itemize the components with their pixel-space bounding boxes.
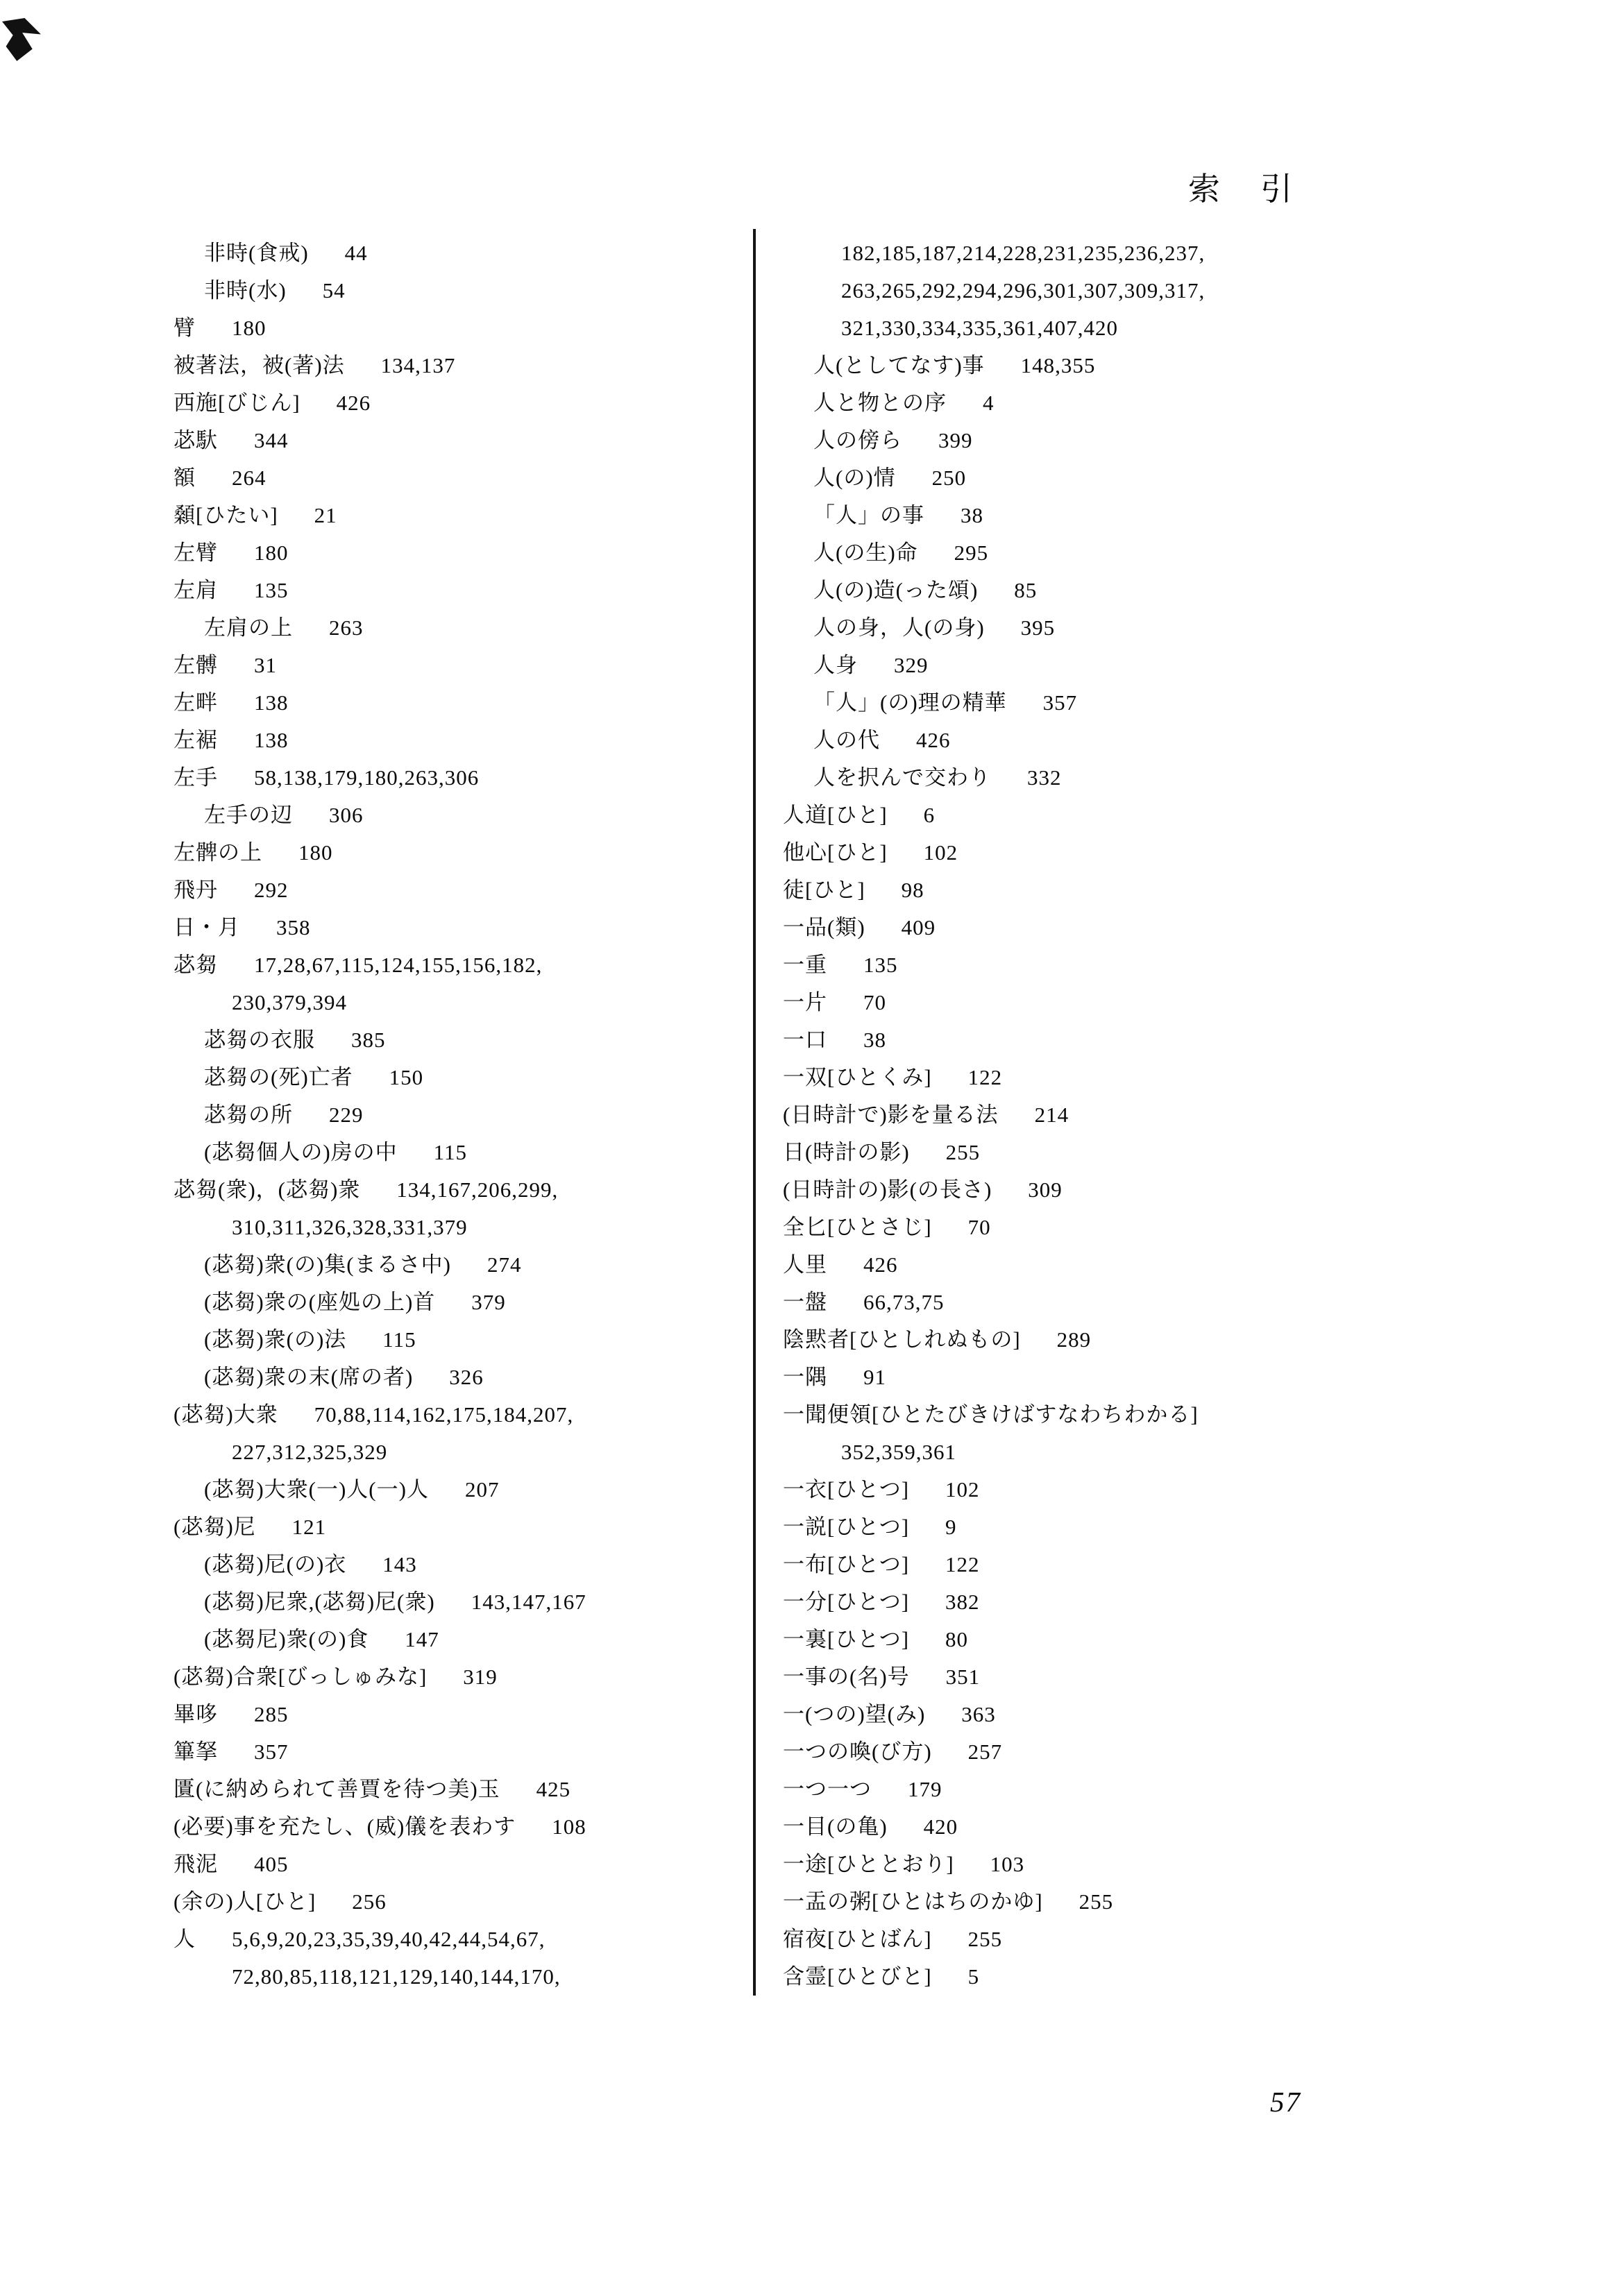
- entry-term: 一途[ひととおり]: [783, 1852, 954, 1876]
- entry-term: 苾芻の(死)亡者: [204, 1065, 353, 1089]
- index-entry: [174, 1696, 763, 1733]
- index-entry: [783, 1846, 1609, 1883]
- entry-term: (苾芻)衆の(座処の上)首: [204, 1290, 436, 1314]
- entry-term: 全匕[ひとさじ]: [783, 1215, 932, 1239]
- entry-page-numbers: 285: [254, 1702, 289, 1726]
- entry-term: 人(としてなす)事: [813, 353, 985, 377]
- entry-page-numbers: 379: [471, 1290, 506, 1314]
- entry-term: 一衣[ひとつ]: [783, 1477, 910, 1502]
- entry-term: 飛丹: [174, 878, 218, 902]
- index-entry: [174, 534, 763, 572]
- entry-term: 左手の辺: [204, 803, 293, 827]
- entry-term: (苾芻)衆(の)集(まるさ中): [204, 1252, 451, 1277]
- entry-page-numbers: 255: [1079, 1889, 1114, 1914]
- entry-page-numbers: 102: [945, 1477, 980, 1502]
- index-entry: [174, 235, 763, 272]
- entry-page-numbers: 180: [254, 541, 289, 565]
- index-entry: [174, 1471, 763, 1508]
- entry-term: (苾芻)尼衆,(苾芻)尼(衆): [204, 1590, 435, 1614]
- entry-page-numbers: 309: [1028, 1177, 1063, 1202]
- index-entry: [174, 1434, 763, 1471]
- entry-page-numbers: 80: [945, 1627, 969, 1651]
- index-entry: [783, 1171, 1609, 1209]
- entry-page-numbers: 319: [463, 1665, 498, 1689]
- index-entry: [783, 609, 1609, 647]
- entry-term: 畢哆: [174, 1702, 218, 1726]
- entry-term: (日時計の)影(の長さ): [783, 1177, 992, 1202]
- entry-page-numbers: 344: [254, 428, 289, 452]
- entry-term: 人(の)情: [813, 466, 896, 490]
- index-entry: [174, 871, 763, 909]
- entry-term: (苾芻個人の)房の中: [204, 1140, 398, 1164]
- entry-term: 人身: [813, 653, 858, 677]
- index-entry: [783, 722, 1609, 759]
- entry-page-numbers: 289: [1056, 1327, 1092, 1352]
- entry-term: 左肩の上: [204, 615, 293, 640]
- index-entry: [783, 497, 1609, 534]
- entry-term: (必要)事を充たし、(威)儀を表わす: [174, 1814, 516, 1839]
- entry-page-numbers: 134,167,206,299,: [396, 1177, 559, 1202]
- index-entry: [783, 909, 1609, 946]
- index-entry: [174, 722, 763, 759]
- entry-term: 一重: [783, 953, 827, 977]
- index-entry: [174, 1284, 763, 1321]
- entry-page-numbers: 143,147,167: [471, 1590, 586, 1614]
- entry-term: 一裏[ひとつ]: [783, 1627, 910, 1651]
- index-entry: [783, 572, 1609, 609]
- index-entry: [174, 1808, 763, 1846]
- index-entry: [783, 1021, 1609, 1059]
- entry-page-numbers: 357: [254, 1740, 289, 1764]
- entry-page-numbers: 54: [322, 278, 346, 303]
- entry-page-numbers: 255: [945, 1140, 981, 1164]
- entry-term: (苾芻)尼(の)衣: [204, 1552, 347, 1576]
- entry-page-numbers: 420: [923, 1814, 958, 1839]
- index-entry: [783, 1583, 1609, 1621]
- entry-term: 左裾: [174, 728, 218, 752]
- entry-page-numbers: 180: [298, 840, 333, 865]
- entry-term: 人里: [783, 1252, 827, 1277]
- entry-term: 苾芻(衆)，(苾芻)衆: [174, 1177, 361, 1202]
- index-entry: [174, 1134, 763, 1171]
- entry-page-numbers: 122: [967, 1065, 1003, 1089]
- entry-page-numbers: 352,359,361: [841, 1440, 956, 1464]
- entry-page-numbers: 121: [291, 1515, 327, 1539]
- entry-page-numbers: 426: [916, 728, 951, 752]
- entry-page-numbers: 66,73,75: [863, 1290, 945, 1314]
- index-entry: [174, 1321, 763, 1359]
- entry-page-numbers: 399: [938, 428, 973, 452]
- entry-page-numbers: 143: [382, 1552, 417, 1576]
- entry-term: 人(の生)命: [813, 541, 918, 565]
- entry-page-numbers: 4: [983, 391, 995, 415]
- ink-mark: [2, 18, 41, 61]
- page-title: [1188, 172, 1292, 207]
- entry-page-numbers: 250: [931, 466, 967, 490]
- index-entry: [783, 1396, 1609, 1434]
- entry-page-numbers: 135: [254, 578, 289, 602]
- index-entry: [174, 347, 763, 384]
- index-entry: [783, 422, 1609, 459]
- entry-page-numbers: 135: [863, 953, 898, 977]
- entry-page-numbers: 321,330,334,335,361,407,420: [841, 316, 1118, 340]
- entry-page-numbers: 409: [901, 915, 936, 939]
- entry-page-numbers: 98: [901, 878, 924, 902]
- entry-term: 苾馱: [174, 428, 218, 452]
- entry-term: 人(の)造(った頌): [813, 578, 979, 602]
- entry-term: 一片: [783, 990, 827, 1014]
- index-entry: [783, 235, 1609, 272]
- index-entry: [783, 1921, 1609, 1958]
- entry-term: 苾芻: [174, 953, 218, 977]
- entry-page-numbers: 9: [945, 1515, 957, 1539]
- index-entry: [783, 1621, 1609, 1658]
- entry-term: 「人」(の)理の精華: [813, 690, 1007, 715]
- entry-term: (苾芻)大衆(一)人(一)人: [204, 1477, 429, 1502]
- entry-term: 含霊[ひとびと]: [783, 1964, 932, 1989]
- entry-term: 人の傍ら: [813, 428, 902, 452]
- entry-term: 徒[ひと]: [783, 878, 865, 902]
- entry-page-numbers: 326: [449, 1365, 484, 1389]
- index-entry: [783, 309, 1609, 347]
- entry-term: 人の身，人(の身): [813, 615, 985, 640]
- entry-term: (苾芻尼)衆(の)食: [204, 1627, 369, 1651]
- entry-term: 一説[ひとつ]: [783, 1515, 910, 1539]
- entry-page-numbers: 182,185,187,214,228,231,235,236,237,: [841, 241, 1206, 265]
- entry-term: 人の代: [813, 728, 880, 752]
- entry-term: 宿夜[ひとばん]: [783, 1927, 932, 1951]
- entry-term: 苾芻の衣服: [204, 1028, 315, 1052]
- index-entry: [174, 834, 763, 871]
- page-number: 57: [1270, 2086, 1301, 2118]
- entry-term: (余の)人[ひと]: [174, 1889, 316, 1914]
- entry-page-numbers: 38: [961, 503, 983, 527]
- index-entry: [783, 984, 1609, 1021]
- index-entry: [174, 1359, 763, 1396]
- index-entry: [783, 647, 1609, 684]
- entry-term: 左手: [174, 765, 218, 790]
- index-entry: [174, 1733, 763, 1771]
- entry-page-numbers: 264: [232, 466, 267, 490]
- index-entry: [783, 1958, 1609, 1996]
- entry-page-numbers: 5,6,9,20,23,35,39,40,42,44,54,67,: [232, 1927, 545, 1951]
- index-entry: [783, 1508, 1609, 1546]
- entry-page-numbers: 147: [405, 1627, 439, 1651]
- index-entry: [174, 1021, 763, 1059]
- entry-term: 臂: [174, 316, 196, 340]
- index-entry: [174, 1171, 763, 1209]
- index-entry: [174, 1096, 763, 1134]
- entry-page-numbers: 115: [433, 1140, 468, 1164]
- entry-page-numbers: 134,137: [380, 353, 456, 377]
- index-entry: [783, 1733, 1609, 1771]
- entry-page-numbers: 38: [863, 1028, 886, 1052]
- entry-page-numbers: 229: [329, 1103, 364, 1127]
- index-entry: [174, 1621, 763, 1658]
- entry-page-numbers: 382: [945, 1590, 980, 1614]
- index-entry: [174, 984, 763, 1021]
- index-entry: [174, 1583, 763, 1621]
- entry-term: (日時計で)影を量る法: [783, 1103, 999, 1127]
- entry-term: 一双[ひとくみ]: [783, 1065, 932, 1089]
- entry-term: 人を択んで交わり: [813, 765, 991, 790]
- entry-term: 非時(食戒): [204, 241, 309, 265]
- entry-term: (苾芻)合衆[びっしゅみな]: [174, 1665, 428, 1689]
- entry-page-numbers: 138: [254, 690, 289, 715]
- entry-page-numbers: 150: [389, 1065, 424, 1089]
- title-char-saku: 索: [1188, 171, 1220, 207]
- entry-term: (苾芻)衆の末(席の者): [204, 1365, 414, 1389]
- entry-page-numbers: 230,379,394: [232, 990, 347, 1014]
- entry-page-numbers: 295: [954, 541, 989, 565]
- entry-page-numbers: 385: [351, 1028, 386, 1052]
- entry-page-numbers: 44: [344, 241, 368, 265]
- entry-page-numbers: 85: [1014, 578, 1038, 602]
- entry-page-numbers: 214: [1034, 1103, 1069, 1127]
- entry-page-numbers: 227,312,325,329: [232, 1440, 388, 1464]
- entry-page-numbers: 122: [945, 1552, 980, 1576]
- entry-term: 日(時計の影): [783, 1140, 910, 1164]
- entry-page-numbers: 103: [990, 1852, 1025, 1876]
- entry-term: 左肩: [174, 578, 218, 602]
- index-entry: [783, 1059, 1609, 1096]
- entry-page-numbers: 358: [276, 915, 311, 939]
- entry-page-numbers: 108: [552, 1814, 586, 1839]
- entry-term: 一布[ひとつ]: [783, 1552, 910, 1576]
- index-entry: [783, 272, 1609, 309]
- index-entry: [174, 1546, 763, 1583]
- entry-page-numbers: 148,355: [1020, 353, 1096, 377]
- entry-term: 陰黙者[ひとしれぬもの]: [783, 1327, 1021, 1352]
- entry-term: 一隅: [783, 1365, 827, 1389]
- entry-page-numbers: 263: [329, 615, 364, 640]
- index-entry: [783, 1696, 1609, 1733]
- index-entry: [174, 946, 763, 984]
- title-char-in: 引: [1260, 171, 1292, 207]
- entry-term: 人: [174, 1927, 196, 1951]
- index-entry: [174, 1209, 763, 1246]
- index-entry: [783, 684, 1609, 722]
- entry-term: 左髀の上: [174, 840, 262, 865]
- entry-term: 被著法，被(著)法: [174, 353, 345, 377]
- entry-term: 人と物との序: [813, 391, 947, 415]
- entry-term: 一(つの)望(み): [783, 1702, 926, 1726]
- entry-page-numbers: 5: [967, 1964, 980, 1989]
- entry-term: 一盤: [783, 1290, 827, 1314]
- index-entry: [174, 272, 763, 309]
- index-entry: [783, 459, 1609, 497]
- entry-page-numbers: 329: [894, 653, 929, 677]
- index-entry: [174, 684, 763, 722]
- entry-page-numbers: 6: [923, 803, 936, 827]
- index-entry: [174, 497, 763, 534]
- index-entry: [783, 871, 1609, 909]
- entry-term: 西施[びじん]: [174, 391, 301, 415]
- entry-page-numbers: 70,88,114,162,175,184,207,: [314, 1402, 574, 1427]
- entry-page-numbers: 255: [967, 1927, 1003, 1951]
- entry-page-numbers: 395: [1020, 615, 1056, 640]
- entry-page-numbers: 351: [945, 1665, 981, 1689]
- entry-term: (苾芻)衆(の)法: [204, 1327, 347, 1352]
- index-entry: [174, 647, 763, 684]
- right-column: [783, 235, 1609, 1996]
- entry-term: 一事の(名)号: [783, 1665, 910, 1689]
- entry-term: 人道[ひと]: [783, 803, 888, 827]
- entry-page-numbers: 70: [967, 1215, 991, 1239]
- index-entry: [174, 422, 763, 459]
- index-entry: [783, 1546, 1609, 1583]
- entry-term: 苾芻の所: [204, 1103, 293, 1127]
- index-entry: [174, 459, 763, 497]
- entry-page-numbers: 72,80,85,118,121,129,140,144,170,: [232, 1964, 561, 1989]
- entry-term: 左髆: [174, 653, 218, 677]
- index-entry: [783, 759, 1609, 797]
- index-entry: [174, 609, 763, 647]
- entry-term: 一つ一つ: [783, 1777, 872, 1801]
- index-entry: [174, 1246, 763, 1284]
- entry-term: 日・月: [174, 915, 240, 939]
- index-entry: [783, 1321, 1609, 1359]
- index-entry: [783, 946, 1609, 984]
- index-entry: [174, 1396, 763, 1434]
- entry-page-numbers: 102: [923, 840, 958, 865]
- index-entry: [174, 909, 763, 946]
- entry-term: 一聞便領[ひとたびきけばすなわちわかる]: [783, 1402, 1199, 1427]
- index-entry: [783, 1883, 1609, 1921]
- entry-page-numbers: 357: [1042, 690, 1078, 715]
- entry-page-numbers: 21: [314, 503, 337, 527]
- entry-term: (苾芻)大衆: [174, 1402, 278, 1427]
- entry-term: 一つの喚(び方): [783, 1740, 932, 1764]
- entry-page-numbers: 310,311,326,328,331,379: [232, 1215, 468, 1239]
- entry-page-numbers: 91: [863, 1365, 886, 1389]
- index-entry: [174, 1846, 763, 1883]
- index-entry: [783, 1808, 1609, 1846]
- entry-page-numbers: 425: [536, 1777, 571, 1801]
- index-entry: [174, 797, 763, 834]
- index-entry: [783, 834, 1609, 871]
- entry-term: 左畔: [174, 690, 218, 715]
- index-entry: [783, 1096, 1609, 1134]
- index-entry: [174, 1883, 763, 1921]
- index-entry: [174, 1658, 763, 1696]
- index-entry: [783, 1284, 1609, 1321]
- entry-page-numbers: 256: [352, 1889, 387, 1914]
- index-entry: [783, 1209, 1609, 1246]
- entry-term: 一目(の亀): [783, 1814, 888, 1839]
- index-entry: [174, 1771, 763, 1808]
- entry-term: 篳拏: [174, 1740, 218, 1764]
- index-entry: [783, 1771, 1609, 1808]
- entry-page-numbers: 426: [336, 391, 371, 415]
- entry-term: 額: [174, 466, 196, 490]
- index-entry: [783, 1246, 1609, 1284]
- index-entry: [783, 1471, 1609, 1508]
- index-entry: [174, 572, 763, 609]
- index-entry: [174, 384, 763, 422]
- index-entry: [783, 1658, 1609, 1696]
- entry-page-numbers: 363: [961, 1702, 996, 1726]
- entry-page-numbers: 257: [967, 1740, 1003, 1764]
- entry-page-numbers: 70: [863, 990, 886, 1014]
- entry-term: 一口: [783, 1028, 827, 1052]
- index-entry: [783, 1434, 1609, 1471]
- entry-term: 顙[ひたい]: [174, 503, 278, 527]
- index-entry: [174, 1059, 763, 1096]
- entry-term: 匱(に納められて善賈を待つ美)玉: [174, 1777, 500, 1801]
- entry-term: 一分[ひとつ]: [783, 1590, 910, 1614]
- entry-page-numbers: 115: [382, 1327, 416, 1352]
- left-column: [174, 235, 763, 1996]
- entry-term: 他心[ひと]: [783, 840, 888, 865]
- entry-page-numbers: 58,138,179,180,263,306: [254, 765, 480, 790]
- entry-term: 左臂: [174, 541, 218, 565]
- entry-page-numbers: 292: [254, 878, 289, 902]
- entry-page-numbers: 274: [487, 1252, 522, 1277]
- index-entry: [783, 534, 1609, 572]
- entry-page-numbers: 332: [1027, 765, 1062, 790]
- entry-term: 非時(水): [204, 278, 287, 303]
- entry-page-numbers: 426: [863, 1252, 898, 1277]
- index-entry: [783, 1134, 1609, 1171]
- index-entry: [783, 384, 1609, 422]
- index-entry: [174, 309, 763, 347]
- entry-term: 飛泥: [174, 1852, 218, 1876]
- entry-page-numbers: 405: [254, 1852, 289, 1876]
- entry-term: 「人」の事: [813, 503, 924, 527]
- index-entry: [174, 759, 763, 797]
- index-entry: [174, 1921, 763, 1958]
- entry-page-numbers: 179: [908, 1777, 942, 1801]
- index-entry: [174, 1508, 763, 1546]
- entry-page-numbers: 263,265,292,294,296,301,307,309,317,: [841, 278, 1206, 303]
- entry-page-numbers: 138: [254, 728, 289, 752]
- entry-page-numbers: 180: [232, 316, 267, 340]
- entry-page-numbers: 17,28,67,115,124,155,156,182,: [254, 953, 543, 977]
- entry-page-numbers: 306: [329, 803, 364, 827]
- index-entry: [174, 1958, 763, 1996]
- entry-term: (苾芻)尼: [174, 1515, 256, 1539]
- entry-term: 一品(類): [783, 915, 865, 939]
- entry-page-numbers: 31: [254, 653, 277, 677]
- entry-page-numbers: 207: [464, 1477, 500, 1502]
- index-entry: [783, 797, 1609, 834]
- index-entry: [783, 1359, 1609, 1396]
- index-entry: [783, 347, 1609, 384]
- entry-term: 一盂の粥[ひとはちのかゆ]: [783, 1889, 1043, 1914]
